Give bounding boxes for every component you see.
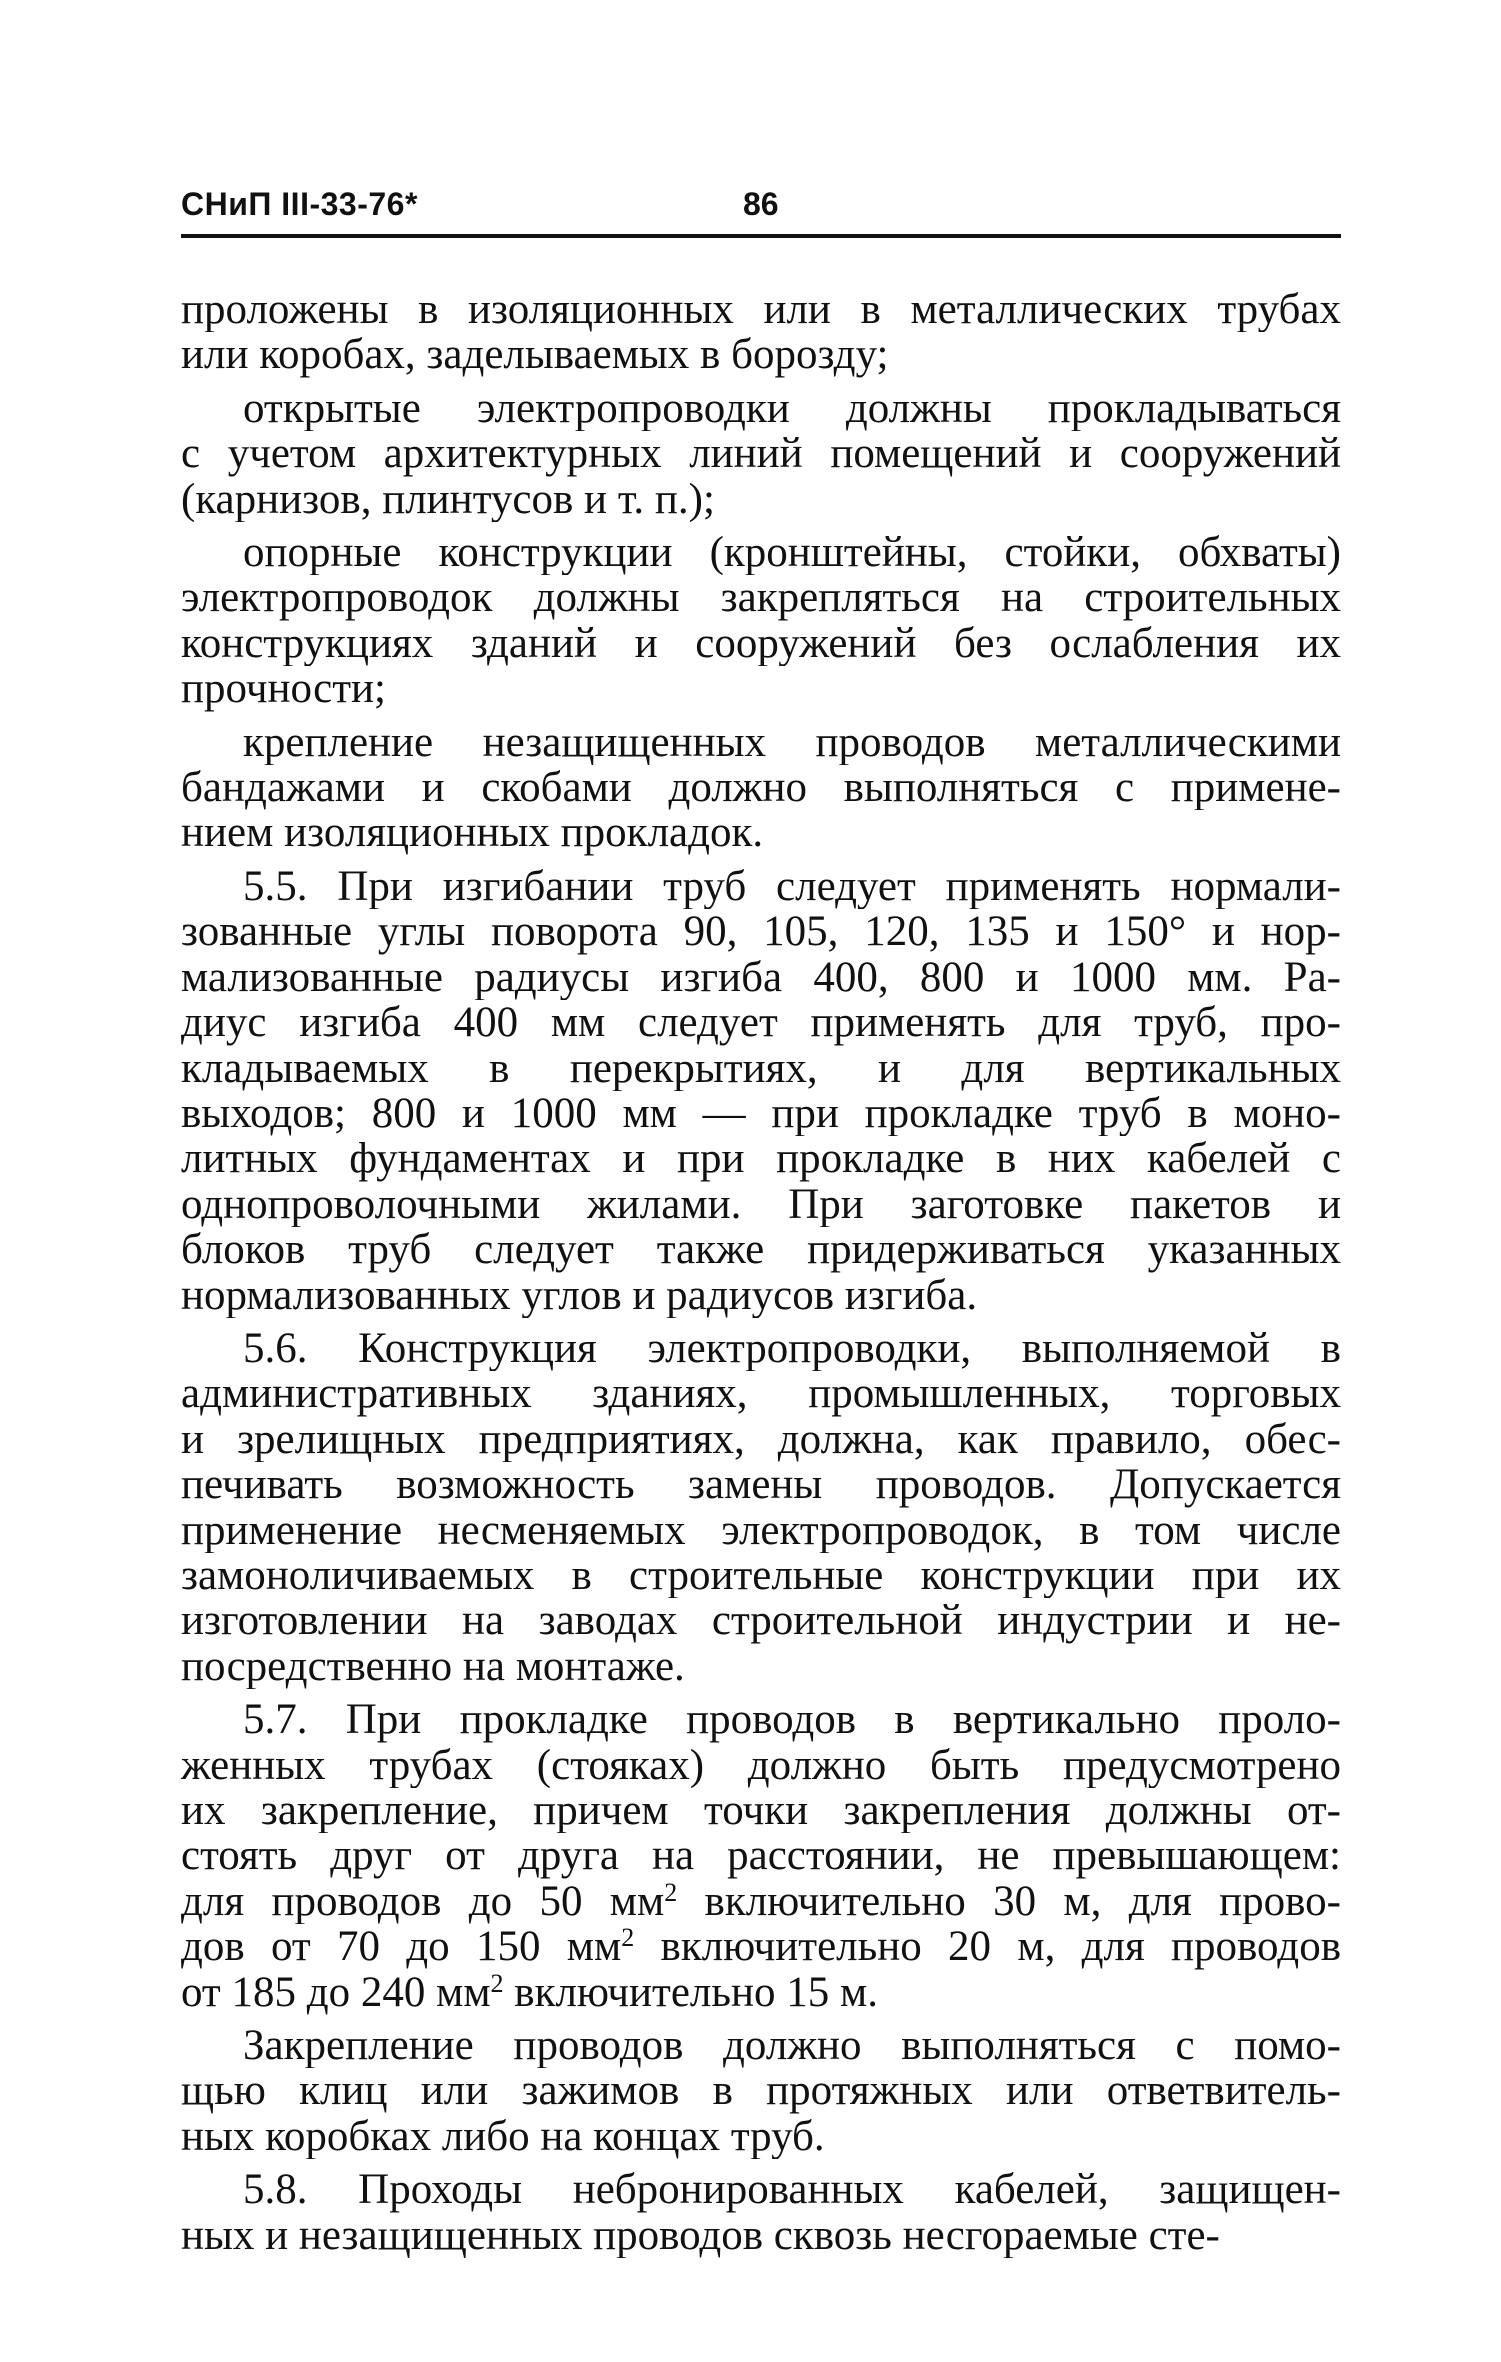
header-rule — [181, 234, 1341, 238]
paragraph — [181, 2023, 1341, 2159]
text-line: дов от 70 до 150 $мм^2$ включительно 20 м, для проводов — [181, 1924, 1341, 1970]
text-line: и зрелищных предприятиях, должна, как правило, обес- — [181, 1416, 1341, 1463]
page-header — [181, 180, 1341, 232]
text-line: Закрепление проводов должно выполняться с помо- — [243, 2023, 1341, 2069]
paragraph — [181, 1697, 1341, 2015]
text-line: печивать возможность замены проводов. Допускается — [181, 1462, 1341, 1508]
text-line: крепление незащищенных проводов металлическими — [243, 719, 1341, 766]
text-line: ных и незащищенных проводов сквозь несгораемые сте- — [181, 2212, 1220, 2259]
text-line: открытые электропроводки должны прокладываться — [243, 385, 1341, 432]
text-line: (карнизов, плинтусов и т. п.); — [181, 476, 715, 523]
text-line: изготовлении на заводах строительной индустрии и не- — [181, 1598, 1341, 1644]
text-line: однопроволочными жилами. При заготовке пакетов и — [181, 1181, 1341, 1228]
text-line: литных фундаментах и при прокладке в них кабелей с — [181, 1136, 1341, 1182]
text-line: 5.8. Проходы небронированных кабелей, защищен- — [243, 2167, 1341, 2213]
text-line: административных зданиях, промышленных, торговых — [181, 1371, 1341, 1417]
text-line: 5.5. При изгибании труб следует применять нормали- — [243, 863, 1341, 910]
text-line: проложены в изоляционных или в металлических трубах — [181, 287, 1341, 333]
text-line: выходов; 800 и 1000 мм — при прокладке труб в моно- — [181, 1090, 1341, 1137]
paragraph — [181, 1326, 1341, 1689]
text-line: опорные конструкции (кронштейны, стойки, обхваты) — [243, 530, 1341, 576]
text-line: нормализованных углов и радиусов изгиба. — [181, 1272, 978, 1318]
paragraph — [181, 864, 1341, 1318]
text-line: с учетом архитектурных линий помещений и сооружений — [181, 431, 1341, 477]
text-line: применение несменяемых электропроводок, в том числе — [181, 1507, 1341, 1553]
text-line: прочности; — [181, 666, 386, 712]
text-line: для проводов до 50 $мм^2$ включительно 30 м, для прово- — [181, 1878, 1341, 1925]
text-line: блоков труб следует также придерживаться указанных — [181, 1227, 1341, 1273]
text-line: ных коробках либо на концах труб. — [181, 2113, 825, 2160]
text-line: стоять друг от друга на расстоянии, не превышающем: — [181, 1833, 1341, 1879]
paragraph — [181, 287, 1341, 378]
paragraph — [181, 530, 1341, 712]
text-line: электропроводок должны закрепляться на строительных — [181, 575, 1341, 621]
text-line: щью клиц или зажимов в протяжных или ответвитель- — [181, 2068, 1341, 2114]
text-line: посредственно на монтаже. — [181, 1643, 685, 1690]
text-line: от 185 до 240 $мм^2$ включительно 15 м. — [181, 1969, 878, 2016]
document-code: СНиП III-33-76* — [181, 186, 418, 222]
text-line: мализованные радиусы изгиба 400, 800 и 1000 мм. Ра- — [181, 954, 1341, 1001]
text-line: конструкциях зданий и сооружений без ослабления их — [181, 620, 1341, 667]
paragraph — [181, 2167, 1341, 2258]
text-line: женных трубах (стояках) должно быть предусмотрено — [181, 1742, 1341, 1788]
text-line: кладываемых в перекрытиях, и для вертикальных — [181, 1045, 1341, 1091]
body-text — [181, 287, 1341, 2258]
text-line: диус изгиба 400 мм следует применять для труб, про- — [181, 1000, 1341, 1046]
text-line: бандажами и скобами должно выполняться с примене- — [181, 765, 1341, 811]
page-number: 86 — [743, 186, 779, 222]
text-line: или коробах, заделываемых в борозду; — [181, 332, 889, 378]
text-line: нием изоляционных прокладок. — [181, 810, 764, 856]
paragraph — [181, 720, 1341, 856]
text-line: зованные углы поворота 90, 105, 120, 135 и 150° и нор- — [181, 909, 1341, 955]
text-line: замоноличиваемых в строительные конструкции при их — [181, 1552, 1341, 1599]
text-line: 5.6. Конструкция электропроводки, выполняемой в — [243, 1325, 1341, 1372]
paragraph — [181, 386, 1341, 522]
text-line: 5.7. При прокладке проводов в вертикально проло- — [243, 1697, 1341, 1743]
text-line: их закрепление, причем точки закрепления должны от- — [181, 1788, 1341, 1834]
